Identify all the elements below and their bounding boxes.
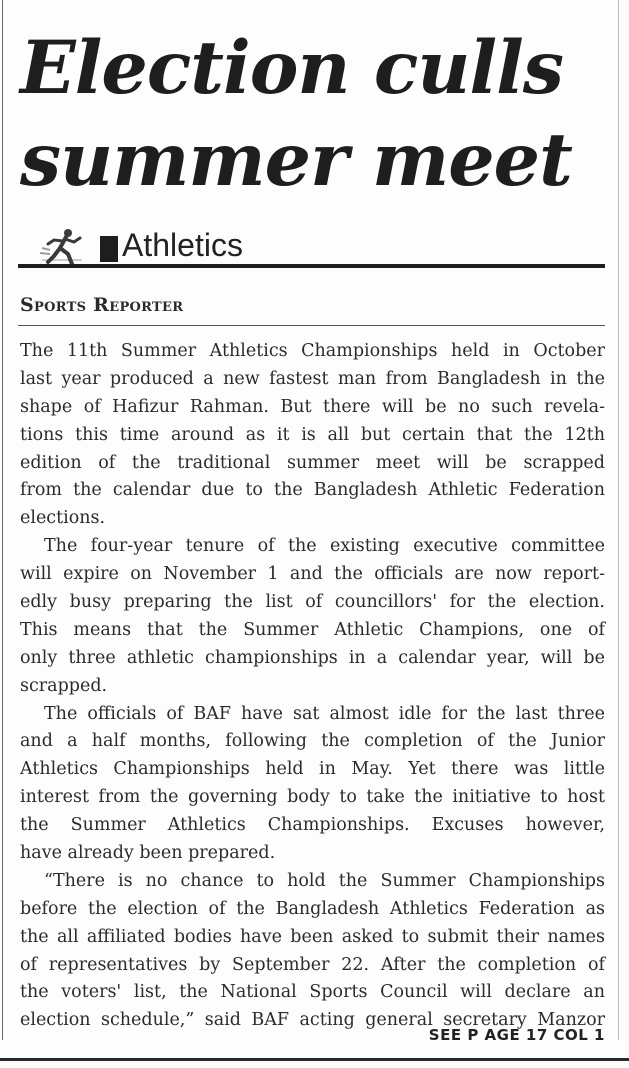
byline: Sports Reporter [20, 294, 184, 316]
article-line: only three athletic championships in a calendar year, will be [20, 647, 605, 668]
continued-on-page-label: SEE P AGE 17 COL 1 [428, 1026, 605, 1044]
section-marker-box [100, 236, 118, 262]
headline [20, 22, 615, 206]
article-line: have already been prepared. [20, 843, 276, 864]
article-line: the Summer Athletics Championships. Excuses however, [20, 815, 605, 836]
left-column-rule [2, 0, 3, 1040]
article-line: and a half months, following the completion of the Junior [20, 731, 605, 752]
section-label: Athletics [122, 227, 243, 263]
article-line: scrapped. [20, 675, 108, 696]
article-line: before the election of the Bangladesh Athletics Federation as [20, 898, 605, 919]
article-line: interest from the governing body to take the initiative to host [20, 787, 605, 808]
headline-line-1: Election culls [20, 25, 563, 111]
article-line: “There is no chance to hold the Summer Championships [44, 870, 605, 891]
article-body [20, 338, 605, 1035]
article-line: will expire on November 1 and the officials are now report- [20, 564, 605, 585]
section-header [18, 222, 605, 272]
article-line: The 11th Summer Athletics Championships held in October [20, 341, 605, 361]
article-line: edition of the traditional summer meet will be scrapped [20, 452, 605, 473]
article-line: last year produced a new fastest man from Bangladesh in the [20, 368, 605, 389]
article-line: the all affiliated bodies have been asked to submit their names [20, 926, 605, 947]
bottom-rule [0, 1058, 629, 1061]
article-line: tions this time around as it is all but certain that the 12th [20, 424, 605, 445]
article-line: elections. [20, 508, 106, 529]
right-column-rule [618, 0, 619, 1040]
article-line: Athletics Championships held in May. Yet there was little [20, 759, 605, 780]
byline-rule [18, 325, 605, 326]
article-line: of representatives by September 22. After the completion of [20, 954, 605, 975]
article-line: This means that the Summer Athletic Champions, one of [20, 619, 605, 640]
article-line: the voters' list, the National Sports Council will declare an [20, 982, 605, 1003]
headline-line-2: summer meet [20, 117, 572, 203]
article-line: election schedule,” said BAF acting general secretary Manzor [20, 1010, 605, 1031]
section-underline [18, 264, 605, 268]
article-line: The officials of BAF have sat almost idle for the last three [44, 703, 605, 724]
article-line: shape of Hafizur Rahman. But there will be no such revela- [20, 396, 605, 417]
article-line: from the calendar due to the Bangladesh Athletic Federation [20, 480, 605, 501]
article-line: The four-year tenure of the existing executive committee [44, 536, 605, 557]
article-line: edly busy preparing the list of councillors' for the election. [20, 592, 605, 613]
